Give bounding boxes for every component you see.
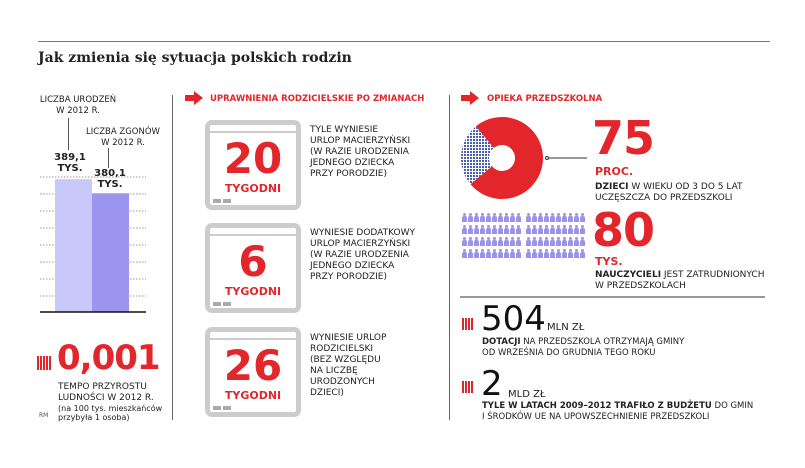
weeks-unit: TYGODNI [224, 285, 282, 298]
section-header-preschool: OPIEKA PRZEDSZKOLNA [487, 94, 603, 104]
desc-line: (W RAZIE URODZENIA [310, 147, 409, 157]
person-icon [544, 213, 549, 222]
budget-value: 2 [481, 364, 503, 404]
person-icon [480, 213, 485, 222]
births-deaths-bar-chart [38, 170, 148, 315]
person-icon [498, 213, 503, 222]
person-icon [526, 237, 531, 246]
person-icon [492, 249, 497, 258]
person-icon [538, 213, 543, 222]
person-icon [468, 213, 473, 222]
desc-line: URLOP MACIERZYŃSKI [310, 136, 411, 146]
section-header-parental: UPRAWNIENIA RODZICIELSKIE PO ZMIANACH [210, 94, 425, 104]
deaths-label-line: W 2012 R. [101, 138, 145, 148]
person-icon [568, 249, 573, 258]
person-icon [480, 225, 485, 234]
births-label-line: W 2012 R. [56, 106, 100, 116]
desc-line: PRZY PORODZIE) [310, 169, 388, 179]
births-label-line: LICZBA URODZEŃ [39, 95, 117, 105]
person-icon [568, 237, 573, 246]
person-icon [556, 249, 561, 258]
budget-unit: MLD ZŁ [508, 389, 546, 400]
desc-line: WYNIESIE DODATKOWY [310, 228, 416, 238]
budget-desc-text: DO GMIN [711, 401, 754, 411]
person-icon [516, 225, 521, 234]
subsidy-desc-line2: OD WRZEŚNIA DO GRUDNIA TEGO ROKU [482, 348, 656, 358]
pct-desc-text: W WIEKU OD 3 DO 5 LAT [628, 182, 743, 192]
desc-line: NA LICZBĘ [310, 366, 358, 376]
preschool-donut-chart [455, 115, 595, 205]
pct-unit: PROC. [595, 165, 634, 178]
growth-value: 0,001 [57, 338, 160, 378]
growth-desc-line: LUDNOŚCI W 2012 R. [58, 393, 154, 403]
calendar-icon [205, 120, 301, 210]
person-icon [480, 249, 485, 258]
person-icon [532, 213, 537, 222]
grid-bullet-icon [462, 381, 474, 393]
person-icon [468, 237, 473, 246]
person-icon [562, 249, 567, 258]
desc-line: DZIECI) [310, 388, 344, 398]
growth-note-line: (na 100 tys. mieszkańców [58, 404, 163, 413]
deaths-value-unit: TYS. [97, 179, 123, 190]
person-icon [516, 237, 521, 246]
arrow-right-icon [185, 91, 203, 105]
person-icon [462, 213, 467, 222]
births-value-unit: TYS. [57, 163, 83, 174]
person-icon [538, 249, 543, 258]
teachers-unit: TYS. [595, 255, 623, 268]
person-icon [510, 249, 515, 258]
growth-desc-line: TEMPO PRZYROSTU [58, 382, 147, 392]
column-divider [172, 95, 173, 420]
person-icon [474, 225, 479, 234]
person-icon [504, 225, 509, 234]
person-icon [498, 225, 503, 234]
subsidy-desc [482, 337, 684, 359]
person-icon [462, 249, 467, 258]
budget-desc-line2: I ŚRODKÓW UE NA UPOWSZECHNIENIE PRZEDSZKOLI [482, 412, 710, 422]
person-icon [510, 225, 515, 234]
weeks-number: 26 [223, 341, 283, 390]
weeks-number: 20 [223, 134, 283, 183]
person-icon [486, 225, 491, 234]
person-icon [550, 249, 555, 258]
grid-bullet-icon [37, 356, 51, 370]
person-icon [568, 213, 573, 222]
desc-line: JEDNEGO DZIECKA [310, 158, 395, 168]
grid-bullet-icon [462, 318, 474, 330]
deaths-label [78, 127, 168, 149]
desc-line: PRZY PORODZIE) [310, 272, 388, 282]
births-pointer [68, 118, 69, 150]
births-label [28, 95, 128, 117]
person-icon [474, 213, 479, 222]
pct-desc-line2: UCZĘSZCZA DO PRZEDSZKOLI [595, 193, 733, 203]
desc-line: JEDNEGO DZIECKA [310, 261, 395, 271]
person-icon [468, 225, 473, 234]
person-icon [544, 225, 549, 234]
person-icon [580, 237, 585, 246]
growth-note-line: przybyła 1 osoba) [58, 413, 130, 422]
pointer-dot [546, 157, 549, 160]
calendar-icon [205, 223, 301, 313]
desc-line: TYLE WYNIESIE [310, 125, 379, 135]
subsidy-desc-bold: DOTACJI [482, 337, 521, 347]
subsidy-unit: MLN ZŁ [547, 322, 585, 333]
person-icon [480, 237, 485, 246]
person-icon [556, 225, 561, 234]
person-icon [562, 213, 567, 222]
person-icon [474, 249, 479, 258]
growth-desc [58, 382, 162, 422]
bar-deaths [92, 193, 129, 312]
desc-line: (W RAZIE URODZENIA [310, 250, 409, 260]
person-icon [510, 213, 515, 222]
person-icon [526, 249, 531, 258]
person-icon [516, 249, 521, 258]
deaths-pointer [108, 148, 109, 168]
person-icon [516, 213, 521, 222]
person-icon [504, 213, 509, 222]
person-icon [532, 237, 537, 246]
person-icon [492, 213, 497, 222]
teachers-desc-line2: W PRZEDSZKOLACH [595, 281, 686, 291]
budget-desc-bold: TYLE W LATACH 2009–2012 TRAFIŁO Z BUDŻETU [482, 401, 712, 411]
person-icon [580, 225, 585, 234]
person-icon [580, 249, 585, 258]
desc-line: URLOP MACIERZYŃSKI [310, 239, 411, 249]
person-icon [498, 237, 503, 246]
subsidy-value: 504 [481, 299, 546, 339]
pct-desc [595, 182, 743, 204]
person-icon [574, 225, 579, 234]
bar-births [55, 179, 92, 312]
person-icon [492, 237, 497, 246]
desc-line: URODZONYCH [310, 377, 375, 387]
parental-desc [310, 228, 415, 283]
person-icon [550, 213, 555, 222]
desc-line: RODZICIELSKI [310, 344, 373, 354]
person-icon [574, 237, 579, 246]
person-icon [510, 237, 515, 246]
person-icon [486, 237, 491, 246]
person-icon [532, 225, 537, 234]
person-icon [580, 213, 585, 222]
person-icon [498, 249, 503, 258]
arrow-right-icon [461, 91, 479, 105]
person-icon [550, 237, 555, 246]
desc-line: WYNIESIE URLOP [310, 333, 387, 343]
top-rule [38, 41, 770, 42]
person-icon [574, 213, 579, 222]
person-icon [538, 225, 543, 234]
credit: RM [39, 412, 49, 419]
person-icon [538, 237, 543, 246]
person-icon [504, 249, 509, 258]
person-icon [468, 249, 473, 258]
parental-desc [310, 333, 386, 399]
desc-line: (BEZ WZGLĘDU [310, 355, 381, 365]
person-icon [544, 249, 549, 258]
person-icon [526, 213, 531, 222]
person-icon [532, 249, 537, 258]
person-icon [462, 225, 467, 234]
person-icon [568, 225, 573, 234]
subsidy-desc-text: NA PRZEDSZKOLA OTRZYMAJĄ GMINY [520, 337, 685, 347]
person-icon [504, 237, 509, 246]
parental-desc [310, 125, 410, 180]
deaths-value-number: 380,1 [94, 168, 126, 179]
person-icon [550, 225, 555, 234]
births-value-number: 389,1 [54, 152, 86, 163]
person-icon [486, 249, 491, 258]
page-title: Jak zmienia się sytuacja polskich rodzin [38, 50, 352, 66]
person-icon [462, 237, 467, 246]
weeks-number: 6 [238, 237, 268, 286]
column-divider [449, 95, 450, 420]
teachers-people-icons [462, 213, 587, 261]
person-icon [474, 237, 479, 246]
weeks-unit: TYGODNI [224, 389, 282, 402]
person-icon [492, 225, 497, 234]
teachers-desc [595, 270, 764, 292]
pct-desc-bold: DZIECI [595, 182, 629, 192]
section-rule [460, 296, 765, 298]
calendar-icon [205, 327, 301, 417]
teachers-desc-bold: NAUCZYCIELI [595, 270, 662, 280]
teachers-value: 80 [592, 203, 655, 257]
weeks-unit: TYGODNI [224, 182, 282, 195]
deaths-label-line: LICZBA ZGONÓW [86, 127, 160, 137]
person-icon [486, 213, 491, 222]
person-icon [562, 225, 567, 234]
person-icon [562, 237, 567, 246]
teachers-desc-text: JEST ZATRUDNIONYCH [661, 270, 765, 280]
pct-value: 75 [592, 111, 655, 165]
person-icon [526, 225, 531, 234]
person-icon [556, 237, 561, 246]
person-icon [556, 213, 561, 222]
budget-desc [482, 401, 753, 423]
person-icon [544, 237, 549, 246]
person-icon [574, 249, 579, 258]
